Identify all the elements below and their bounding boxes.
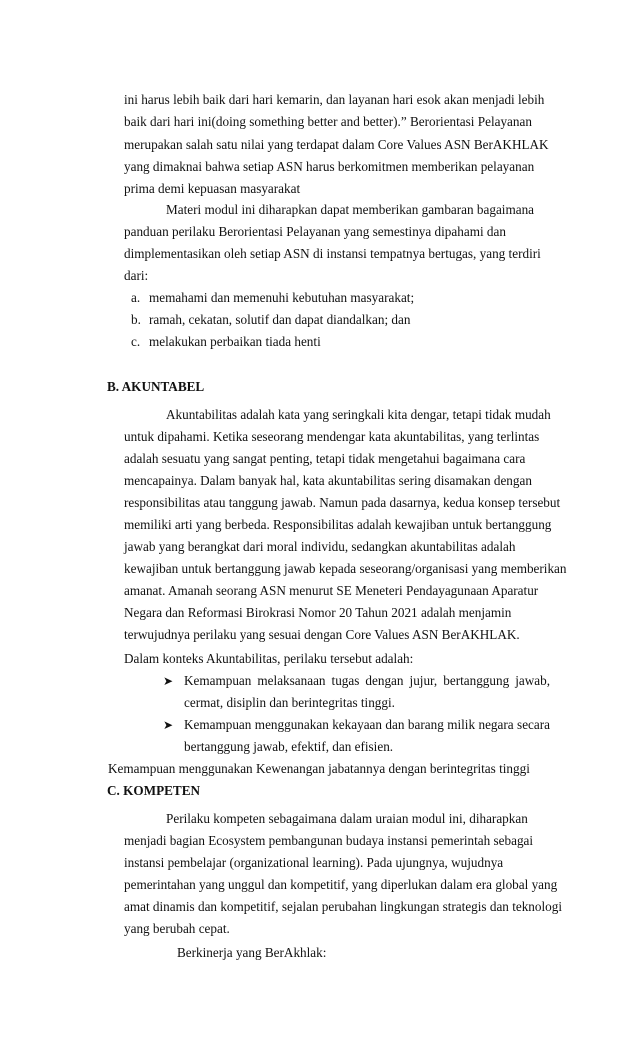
materi-line: panduan perilaku Berorientasi Pelayanan yang semestinya dipahami dan	[124, 224, 506, 239]
context-line: Dalam konteks Akuntabilitas, perilaku tersebut adalah:	[124, 651, 414, 666]
section-c-line: instansi pembelajar (organizational learning). Pada ujungnya, wujudnya	[124, 855, 504, 870]
closing-line: Berkinerja yang BerAkhlak:	[177, 945, 327, 960]
materi-line: dari:	[124, 268, 149, 283]
intro-line: prima demi kepuasan masyarakat	[124, 181, 301, 196]
bullet-line: cermat, disiplin dan berintegritas tinggi.	[184, 695, 395, 710]
intro-line: baik dari hari ini(doing something better and better).” Berorientasi Pelayanan	[124, 114, 532, 129]
arrow-bullet-icon: ➤	[163, 718, 174, 732]
intro-line: merupakan salah satu nilai yang terdapat dalam Core Values ASN BerAKHLAK	[124, 137, 549, 152]
section-b-line: untuk dipahami. Ketika seseorang mendengar kata akuntabilitas, yang terlintas	[124, 429, 540, 444]
section-b-line: Negara dan Reformasi Birokrasi Nomor 20 Tahun 2021 adalah menjamin	[124, 605, 512, 620]
list-marker: a.	[131, 290, 141, 305]
list-marker: c.	[131, 334, 141, 349]
arrow-bullet-icon: ➤	[163, 674, 174, 688]
materi-line: dimplementasikan oleh setiap ASN di instansi tempatnya bertugas, yang terdiri	[124, 246, 541, 261]
section-b-line: responsibilitas atau tanggung jawab. Namun pada dasarnya, kedua konsep tersebut	[124, 495, 561, 510]
bullet-line: Kemampuan melaksanaan tugas dengan jujur, bertanggung jawab,	[184, 673, 550, 688]
bullet-line: Kemampuan menggunakan kekayaan dan barang milik negara secara	[184, 717, 550, 732]
section-b-line: amanat. Amanah seorang ASN menurut SE Meneteri Pendayagunaan Aparatur	[124, 583, 539, 598]
list-item: memahami dan memenuhi kebutuhan masyarakat;	[149, 290, 415, 305]
section-b-line: terwujudnya perilaku yang sesuai dengan Core Values ASN BerAKHLAK.	[124, 627, 520, 642]
list-item: melakukan perbaikan tiada henti	[149, 334, 321, 349]
section-b-line: jawab yang berangkat dari moral individu, sedangkan akuntabilitas adalah	[124, 539, 516, 554]
section-b-line: Akuntabilitas adalah kata yang seringkali kita dengar, tetapi tidak mudah	[166, 407, 551, 422]
materi-line: Materi modul ini diharapkan dapat memberikan gambaran bagaimana	[166, 202, 535, 217]
section-b-heading: B. AKUNTABEL	[107, 379, 205, 394]
section-c-line: menjadi bagian Ecosystem pembangunan budaya instansi pemerintah sebagai	[124, 833, 534, 848]
section-b-line: adalah sesuatu yang sangat penting, tetapi tidak mengetahui bagaimana cara	[124, 451, 526, 466]
bullet-line: bertanggung jawab, efektif, dan efisien.	[184, 739, 394, 754]
section-b-line: memiliki arti yang berbeda. Responsibilitas adalah kewajiban untuk bertanggung	[124, 517, 552, 532]
list-marker: b.	[131, 312, 141, 327]
section-c-heading: C. KOMPETEN	[107, 783, 201, 798]
section-c-line: amat dinamis dan kompetitif, sejalan perubahan lingkungan strategis dan teknologi	[124, 899, 563, 914]
intro-line: ini harus lebih baik dari hari kemarin, dan layanan hari esok akan menjadi lebih	[124, 92, 545, 107]
section-b-line: kewajiban untuk bertanggung jawab kepada seseorang/organisasi yang memberikan	[124, 561, 567, 576]
section-b-line: mencapainya. Dalam banyak hal, kata akuntabilitas sering disamakan dengan	[124, 473, 532, 488]
list-item: ramah, cekatan, solutif dan dapat diandalkan; dan	[149, 312, 411, 327]
extra-line: Kemampuan menggunakan Kewenangan jabatannya dengan berintegritas tinggi	[108, 761, 530, 776]
section-c-line: Perilaku kompeten sebagaimana dalam uraian modul ini, diharapkan	[166, 811, 528, 826]
intro-line: yang dimaknai bahwa setiap ASN harus berkomitmen memberikan pelayanan	[124, 159, 535, 174]
section-c-line: yang berubah cepat.	[124, 921, 230, 936]
section-c-line: pemerintahan yang unggul dan kompetitif, yang diperlukan dalam era global yang	[124, 877, 558, 892]
